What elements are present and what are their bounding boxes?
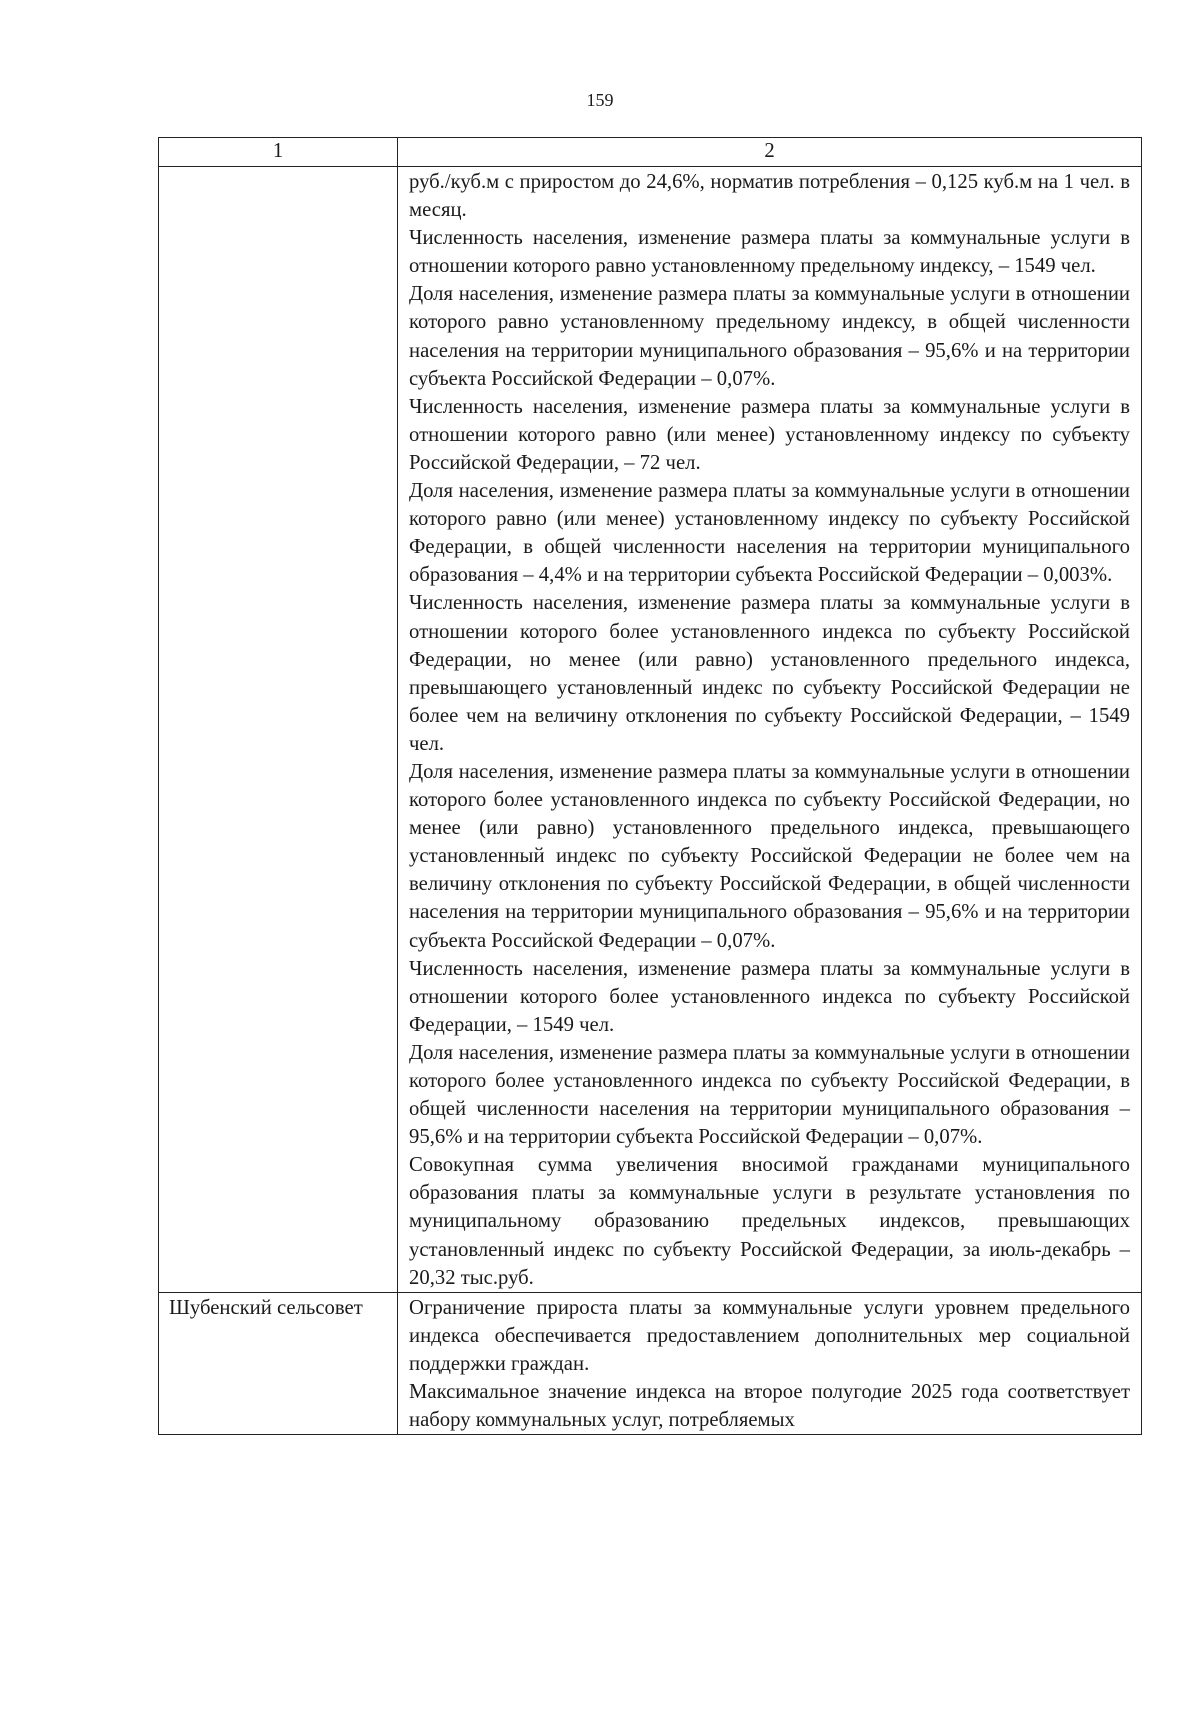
description-cell	[398, 1292, 1142, 1434]
paragraph: Ограничение прироста платы за коммунальные услуги уровнем предельного индекса обеспечивается предоставлением дополнительных мер социальной поддержки граждан.	[409, 1296, 1130, 1375]
paragraph: Максимальное значение индекса на второе полугодие 2025 года соответствует набору коммунальных услуг, потребляемых	[409, 1381, 1130, 1432]
page-number: 159	[586, 90, 614, 110]
paragraph: Доля населения, изменение размера платы за коммунальные услуги в отношении которого равно (или менее) установленному индексу по субъекту Российской Федерации, в общей численности населения на территории муниципального образования – 4,4% и на территории субъекта Российской Федерации – 0,003%.	[409, 480, 1130, 587]
paragraph: Численность населения, изменение размера платы за коммунальные услуги в отношении которого более установленного индекса по субъекту Российской Федерации, – 1549 чел.	[409, 957, 1130, 1036]
paragraph: Численность населения, изменение размера платы за коммунальные услуги в отношении которого равно установленному предельному индексу, – 1549 чел.	[409, 227, 1130, 278]
municipality-name-cell	[159, 167, 398, 1293]
paragraph: Численность населения, изменение размера платы за коммунальные услуги в отношении которого более установленного индекса по субъекту Российской Федерации, но менее (или равно) установленного предельного индекса, превышающего установленный индекс по субъекту Российской Федерации не более чем на величину отклонения по субъекту Российской Федерации, – 1549 чел.	[409, 592, 1130, 755]
table-header-row	[159, 138, 1142, 167]
paragraph: Доля населения, изменение размера платы за коммунальные услуги в отношении которого более установленного индекса по субъекту Российской Федерации, в общей численности населения на территории муниципального образования – 95,6% и на территории субъекта Российской Федерации – 0,07%.	[409, 1041, 1130, 1149]
paragraph: Доля населения, изменение размера платы за коммунальные услуги в отношении которого более установленного индекса по субъекту Российской Федерации, но менее (или равно) установленного предельного индекса, превышающего установленный индекс по субъекту Российской Федерации не более чем на величину отклонения по субъекту Российской Федерации, в общей численности населения на территории муниципального образования – 95,6% и на территории субъекта Российской Федерации – 0,07%.	[409, 760, 1130, 952]
table-row	[159, 1292, 1142, 1434]
description-cell	[398, 167, 1142, 1293]
paragraph: Доля населения, изменение размера платы за коммунальные услуги в отношении которого равно установленному предельному индексу, в общей численности населения на территории муниципального образования – 95,6% и на территории субъекта Российской Федерации – 0,07%.	[409, 283, 1130, 390]
document-table	[158, 137, 1142, 1435]
paragraph: Численность населения, изменение размера платы за коммунальные услуги в отношении которого равно (или менее) установленному индексу по субъекту Российской Федерации, – 72 чел.	[409, 395, 1130, 474]
table-row	[159, 167, 1142, 1293]
column-header-2: 2	[398, 138, 1142, 167]
column-header-1: 1	[159, 138, 398, 167]
municipality-name-cell: Шубенский сельсовет	[159, 1292, 398, 1434]
paragraph: руб./куб.м с приростом до 24,6%, норматив потребления – 0,125 куб.м на 1 чел. в месяц.	[409, 171, 1130, 222]
paragraph: Совокупная сумма увеличения вносимой гражданами муниципального образования платы за коммунальные услуги в результате установления по муниципальному образованию предельных индексов, превышающих установленный индекс по субъекту Российской Федерации, за июль-декабрь – 20,32 тыс.руб.	[409, 1154, 1130, 1289]
